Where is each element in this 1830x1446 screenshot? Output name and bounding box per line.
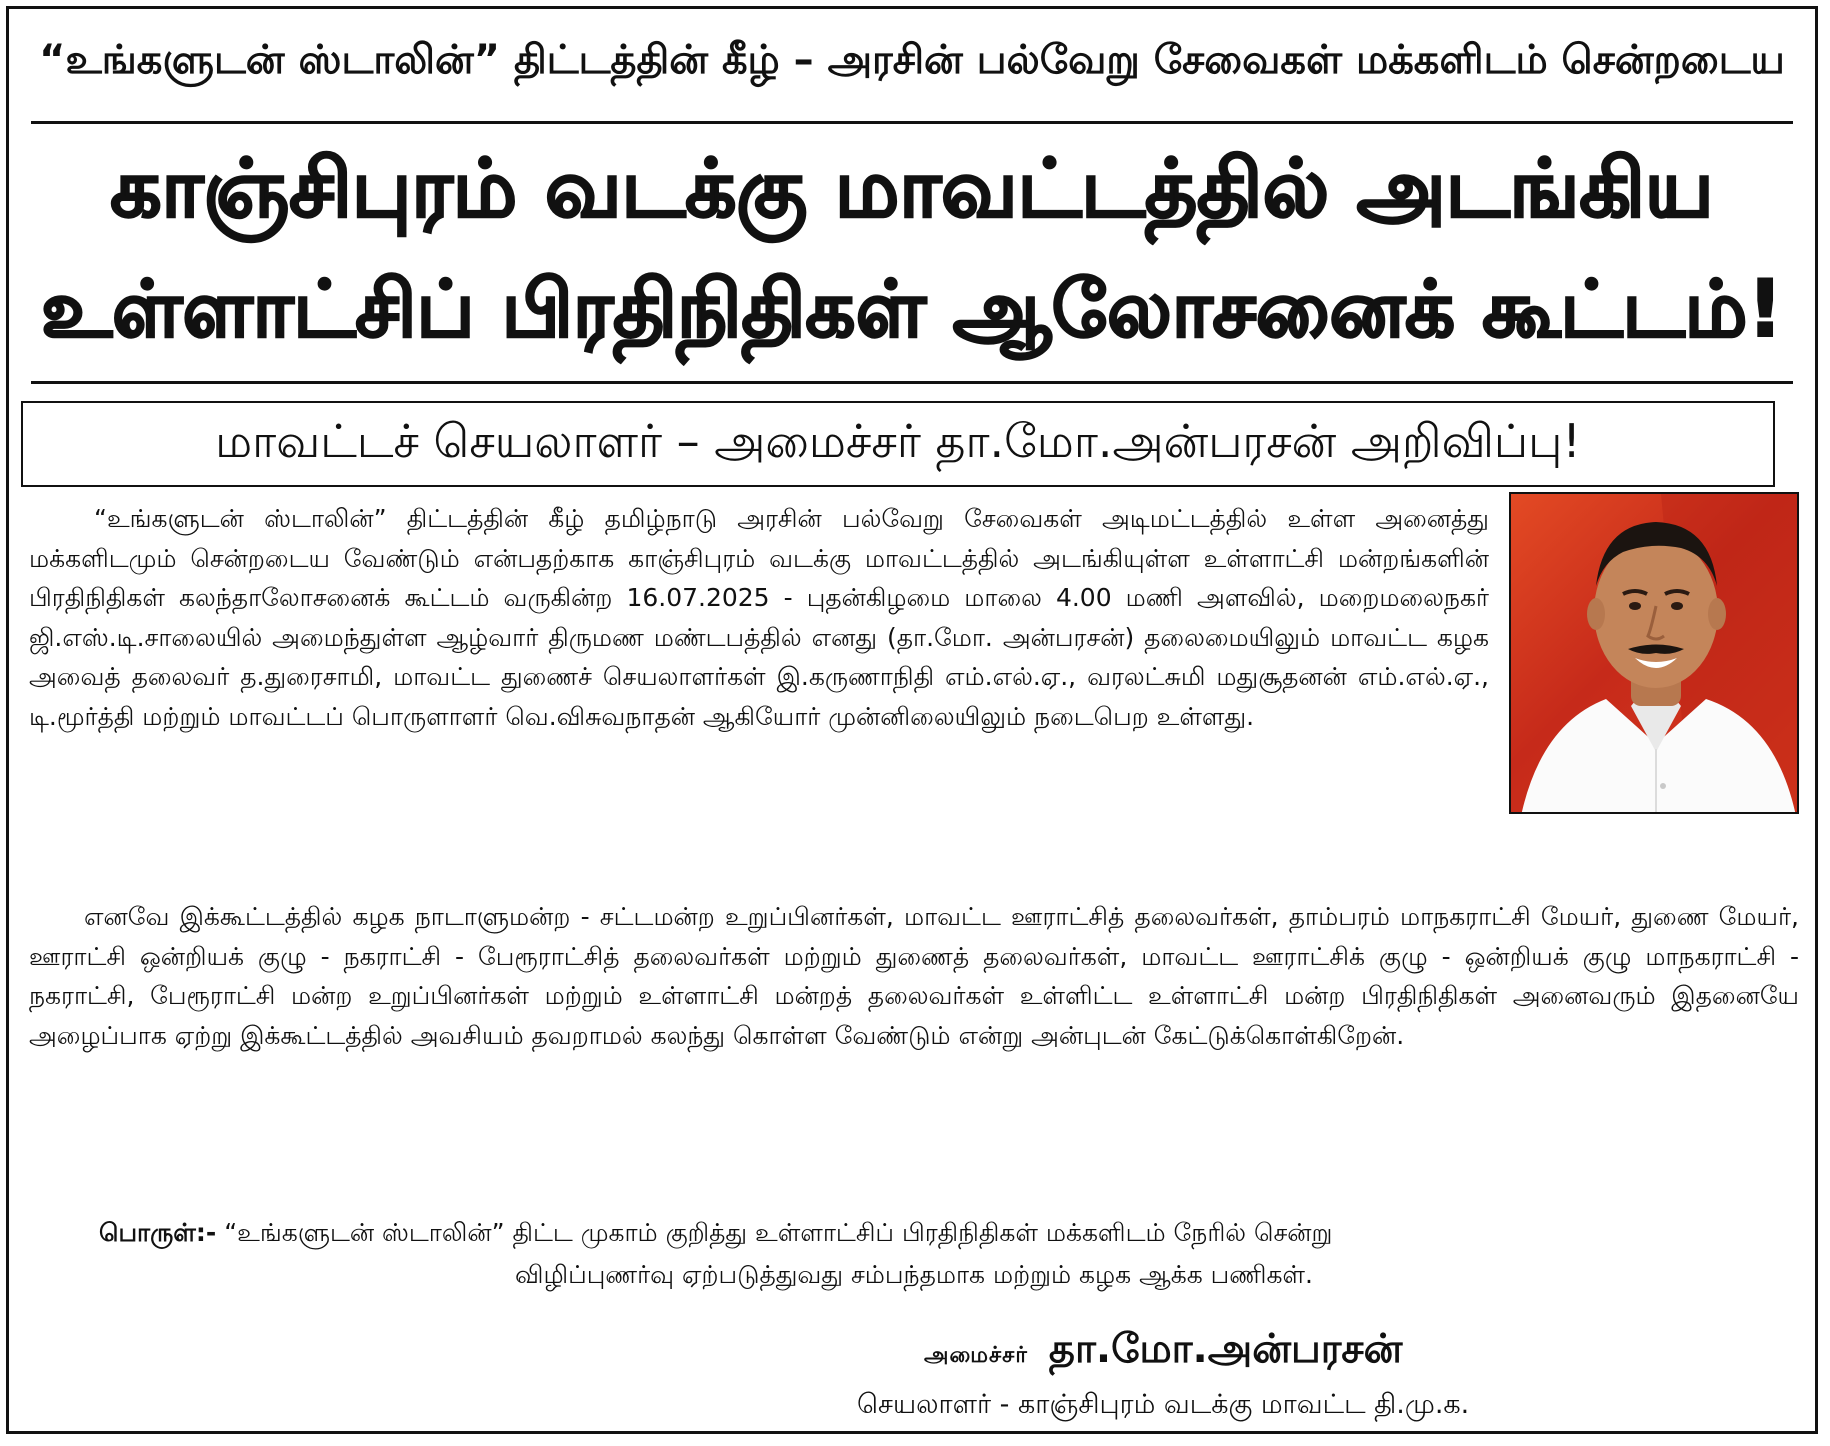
headline-line-2: உள்ளாட்சிப் பிரதிநிதிகள் ஆலோசனைக் கூட்டம்! — [41, 265, 1783, 355]
headline-line-1: காஞ்சிபுரம் வடக்கு மாவட்டத்தில் அடங்கிய — [110, 142, 1714, 235]
invitation-paragraph-2: எனவே இக்கூட்டத்தில் கழக நாடாளுமன்ற - சட்டமன்ற உறுப்பினர்கள், மாவட்ட ஊராட்சித் தலைவர்கள், தாம்பரம் மாநகராட்சி மேயர், துணை மேயர், ஊராட்சி ஒன்றியக் குழு - நகராட்சி - பேரூராட்சித் தலைவர்கள் மற்றும் துணைத் தலைவர்கள், மாவட்ட ஊராட்சிக் குழு - ஒன்றியக் குழு மாநகராட்சி - நகராட்சி, பேரூராட்சி மன்ற உறுப்பினர்கள் மற்றும் உள்ளாட்சி மன்றத் தலைவர்கள் உள்ளிட்ட உள்ளாட்சி மன்ற பிரதிநிதிகள் அனைவரும் இதனையே அழைப்பாக ஏற்று இக்கூட்டத்தில் அவசியம் தவறாமல் கலந்து கொள்ள வேண்டும் என்று அன்புடன் கேட்டுக்கொள்கிறேன். — [29, 902, 1799, 1050]
signatory — [924, 1326, 1402, 1377]
subject-line-2: விழிப்புணர்வு ஏற்படுத்துவது சம்பந்தமாக மற்றும் கழக ஆக்க பணிகள். — [515, 1260, 1313, 1289]
subject-label: பொருள்:- — [99, 1218, 217, 1247]
portrait-photo — [1509, 492, 1799, 814]
announcement-subtitle-box — [21, 401, 1775, 487]
signatory-name: தா.மோ.அன்பரசன் — [1048, 1326, 1403, 1372]
top-tagline: “உங்களுடன் ஸ்டாலின்” திட்டத்தின் கீழ் – அரசின் பல்வேறு சேவைகள் மக்களிடம் சென்றடைய — [39, 37, 1785, 83]
signatory-role: அமைச்சர் — [924, 1343, 1028, 1368]
divider-rule — [31, 381, 1793, 384]
announcement-subtitle: மாவட்டச் செயலாளர் – அமைச்சர் தா.மோ.அன்பரசன் அறிவிப்பு! — [215, 413, 1581, 468]
divider-rule — [31, 121, 1793, 124]
subject-line-1: “உங்களுடன் ஸ்டாலின்” திட்ட முகாம் குறித்து உள்ளாட்சிப் பிரதிநிதிகள் மக்களிடம் நேரில் சென்று — [224, 1218, 1333, 1247]
invitation-paragraph-1: “உங்களுடன் ஸ்டாலின்” திட்டத்தின் கீழ் தமிழ்நாடு அரசின் பல்வேறு சேவைகள் அடிமட்டத்தில் உள்ள அனைத்து மக்களிடமும் சென்றடைய வேண்டும் என்பதற்காக காஞ்சிபுரம் வடக்கு மாவட்டத்தில் அடங்கியுள்ள உள்ளாட்சி மன்றங்களின் பிரதிநிதிகள் கலந்தாலோசனைக் கூட்டம் வருகின்ற 16.07.2025 - புதன்கிழமை மாலை 4.00 மணி அளவில், மறைமலைநகர் ஜி.எஸ்.டி.சாலையில் அமைந்துள்ள ஆழ்வார் திருமண மண்டபத்தில் எனது (தா.மோ. அன்பரசன்) தலைமையிலும் மாவட்ட கழக அவைத் தலைவர் த.துரைசாமி, மாவட்ட துணைச் செயலாளர்கள் இ.கருணாநிதி எம்.எல்.ஏ., வரலட்சுமி மதுசூதனன் எம்.எல்.ஏ., டி.மூர்த்தி மற்றும் மாவட்டப் பொருளாளர் வெ.விசுவநாதன் ஆகியோர் முன்னிலையிலும் நடைபெற உள்ளது. — [29, 504, 1489, 731]
portrait-illustration — [1511, 494, 1799, 814]
signatory-designation: செயலாளர் - காஞ்சிபுரம் வடக்கு மாவட்ட தி.மு.க. — [857, 1389, 1470, 1420]
notice-page — [6, 6, 1818, 1434]
subject-block — [29, 1212, 1799, 1296]
